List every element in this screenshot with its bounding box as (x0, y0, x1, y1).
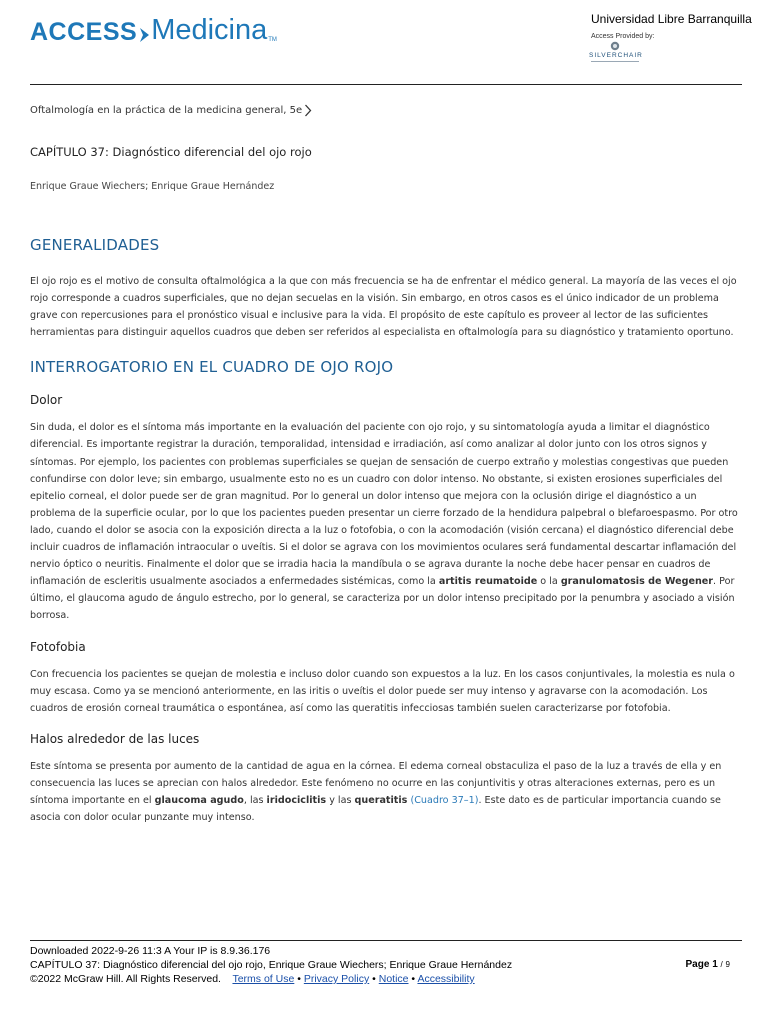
section-heading-interrogatorio: INTERROGATORIO EN EL CUADRO DE OJO ROJO (30, 358, 394, 377)
term-iridociclitis[interactable]: iridociclitis (266, 794, 327, 806)
article-content (30, 236, 738, 826)
chapter-authors: Enrique Graue Wiechers; Enrique Graue Hernández (30, 181, 275, 192)
page-of-separator: / (720, 960, 723, 969)
provider-tagline-line (591, 61, 639, 62)
download-info: Downloaded 2022-9-26 11:3 A Your IP is 8.9.36.176 (30, 945, 271, 957)
silverchair-logo (589, 41, 641, 62)
copyright-text: ©2022 McGraw Hill. All Rights Reserved. (30, 973, 221, 985)
chevron-right-icon (304, 104, 312, 117)
copyright-line (30, 972, 742, 986)
access-medicina-logo[interactable] (30, 14, 277, 47)
dolor-text-3: . Por último, el glaucoma agudo de ángulo estrecho, por lo general, se caracteriza por un dolor intenso precipitado por la penumbra y asociado a visión borrosa. (30, 576, 735, 622)
section-heading-generalidades: GENERALIDADES (30, 236, 160, 254)
page-indicator (686, 958, 731, 972)
page-label: Page (685, 959, 710, 970)
footer-separator: • (372, 973, 376, 985)
paragraph-halos (30, 758, 738, 826)
logo-access-text: ACCESS (30, 18, 138, 46)
term-queratitis[interactable]: queratitis (354, 794, 408, 806)
dolor-text-1: Sin duda, el dolor es el síntoma más importante en la evaluación del paciente con ojo rojo, y su sintomatología ayuda a limitar el diagnóstico diferencial. Es importante registrar la duración, temporalidad, intensidad e irradiación, así como analizar al dolor junto con los otros signos y síntomas. Por ejemplo, los pacientes con problemas superficiales se quejan de sensación de cuerpo extraño y molestias congestivas que pueden confundirse con dolor leve; sin embargo, usualmente esto no es un cuadro con dolor intenso. No obstante, si existen erosiones superficiales del epitelio corneal, el dolor puede ser de gran magnitud. Por lo general un dolor intenso que mejora con la oclusión dirige el diagnóstico a un problema de la superficie ocular, por lo que los pacientes pueden presentar un cierre forzado de la hendidura palpebral o blefaroespasmo. Por otro lado, cuando el dolor se asocia con la exposición directa a la luz o fotofobia, o con la acomodación (visión cercana) el diagnóstico diferencial debe incluir cuadros de inflamación intraocular o uveítis. Si el dolor se agrava con los movimientos oculares será fundamental descartar inflamación del nervio óptico o neuritis. Finalmente el dolor que se irradia hacia la mandíbula o se agrava durante la noche debe hacer pensar en cuadros de inflamación de escleritis usualmente asociados a enfermedades sistémicas, como la (30, 422, 738, 588)
header-divider (30, 84, 742, 85)
notice-link[interactable]: Notice (378, 973, 409, 985)
halos-text-3: y las (326, 794, 355, 806)
provider-name: SILVERCHAIR (589, 52, 643, 59)
term-glaucoma-agudo[interactable]: glaucoma agudo (154, 794, 244, 806)
footer-separator: • (411, 973, 416, 985)
privacy-policy-link[interactable]: Privacy Policy (303, 973, 370, 985)
chapter-citation: CAPÍTULO 37: Diagnóstico diferencial del ojo rojo, Enrique Graue Wiechers; Enrique Graue Hernández (30, 959, 513, 971)
logo-medicina-text: Medicina (151, 14, 268, 46)
halos-text-5: . Este dato es de particular importancia cuando se asocia con dolor ocular punzante muy intenso. (30, 794, 721, 824)
paragraph-dolor (30, 419, 738, 624)
accessibility-link[interactable]: Accessibility (417, 973, 475, 985)
logo-trademark: TM (268, 37, 277, 43)
paragraph-fotofobia: Con frecuencia los pacientes se quejan de molestia e incluso dolor cuando son expuestos a la luz. En los casos conjuntivales, la molestia es nula o muy escasa. Como ya se mencionó anteriormente, en las iritis o uveítis el dolor puede ser muy intenso y agravarse con la acomodación. Los cuadros de erosión corneal traumática o espontánea, así como las queratitis infecciosas también suelen caracterizarse por fotofobia. (30, 668, 735, 714)
chapter-title: CAPÍTULO 37: Diagnóstico diferencial del ojo rojo (30, 145, 312, 159)
silverchair-mark-icon (610, 41, 620, 51)
access-provided-by-label: Access Provided by: (591, 33, 655, 40)
site-header (0, 0, 768, 84)
cuadro-37-1-link[interactable]: (Cuadro 37–1) (410, 794, 479, 806)
term-granulomatosis-wegener[interactable]: granulomatosis de Wegener (560, 576, 714, 588)
footer-divider (30, 940, 742, 941)
breadcrumb[interactable] (30, 104, 312, 117)
page-footer (30, 944, 742, 986)
footer-separator: • (297, 973, 301, 985)
halos-text-2: , las (243, 794, 267, 806)
subsection-heading-halos: Halos alrededor de las luces (30, 731, 200, 746)
dolor-text-2: o la (537, 576, 561, 588)
institution-name: Universidad Libre Barranquilla (591, 12, 752, 26)
breadcrumb-book-title[interactable]: Oftalmología en la práctica de la medicina general, 5e (30, 105, 303, 116)
term-artritis-reumatoide[interactable]: artitis reumatoide (438, 576, 538, 588)
terms-of-use-link[interactable]: Terms of Use (232, 973, 295, 985)
paragraph-generalidades: El ojo rojo es el motivo de consulta oftalmológica a la que con más frecuencia se ha de enfrentar el médico general. La mayoría de las veces el ojo rojo corresponde a cuadros superficiales, que no dejan secuelas en la visión. Sin embargo, en otros casos es el único indicador de un problema grave con repercusiones para el pronóstico visual e inclusive para la vida. El propósito de este capítulo es proveer al lector de las suficientes herramientas para distinguir aquellos cuadros que deben ser referidos al especialista en oftalmología para su diagnóstico y tratamiento oportuno. (30, 276, 737, 339)
halos-text-1: Este síntoma se presenta por aumento de la cantidad de agua en la córnea. El edema corneal obstaculiza el paso de la luz a través de ella y en consecuencia las luces se aprecian con halos alrededor. Este fenómeno no ocurre en las conjuntivitis y otras alteraciones externas, pero es un síntoma importante en el (30, 760, 722, 806)
page-total: 9 (725, 960, 730, 969)
page-current: 1 (712, 959, 718, 970)
subsection-heading-fotofobia: Fotofobia (30, 639, 86, 654)
logo-chevron-icon (139, 27, 150, 43)
subsection-heading-dolor: Dolor (30, 393, 63, 408)
